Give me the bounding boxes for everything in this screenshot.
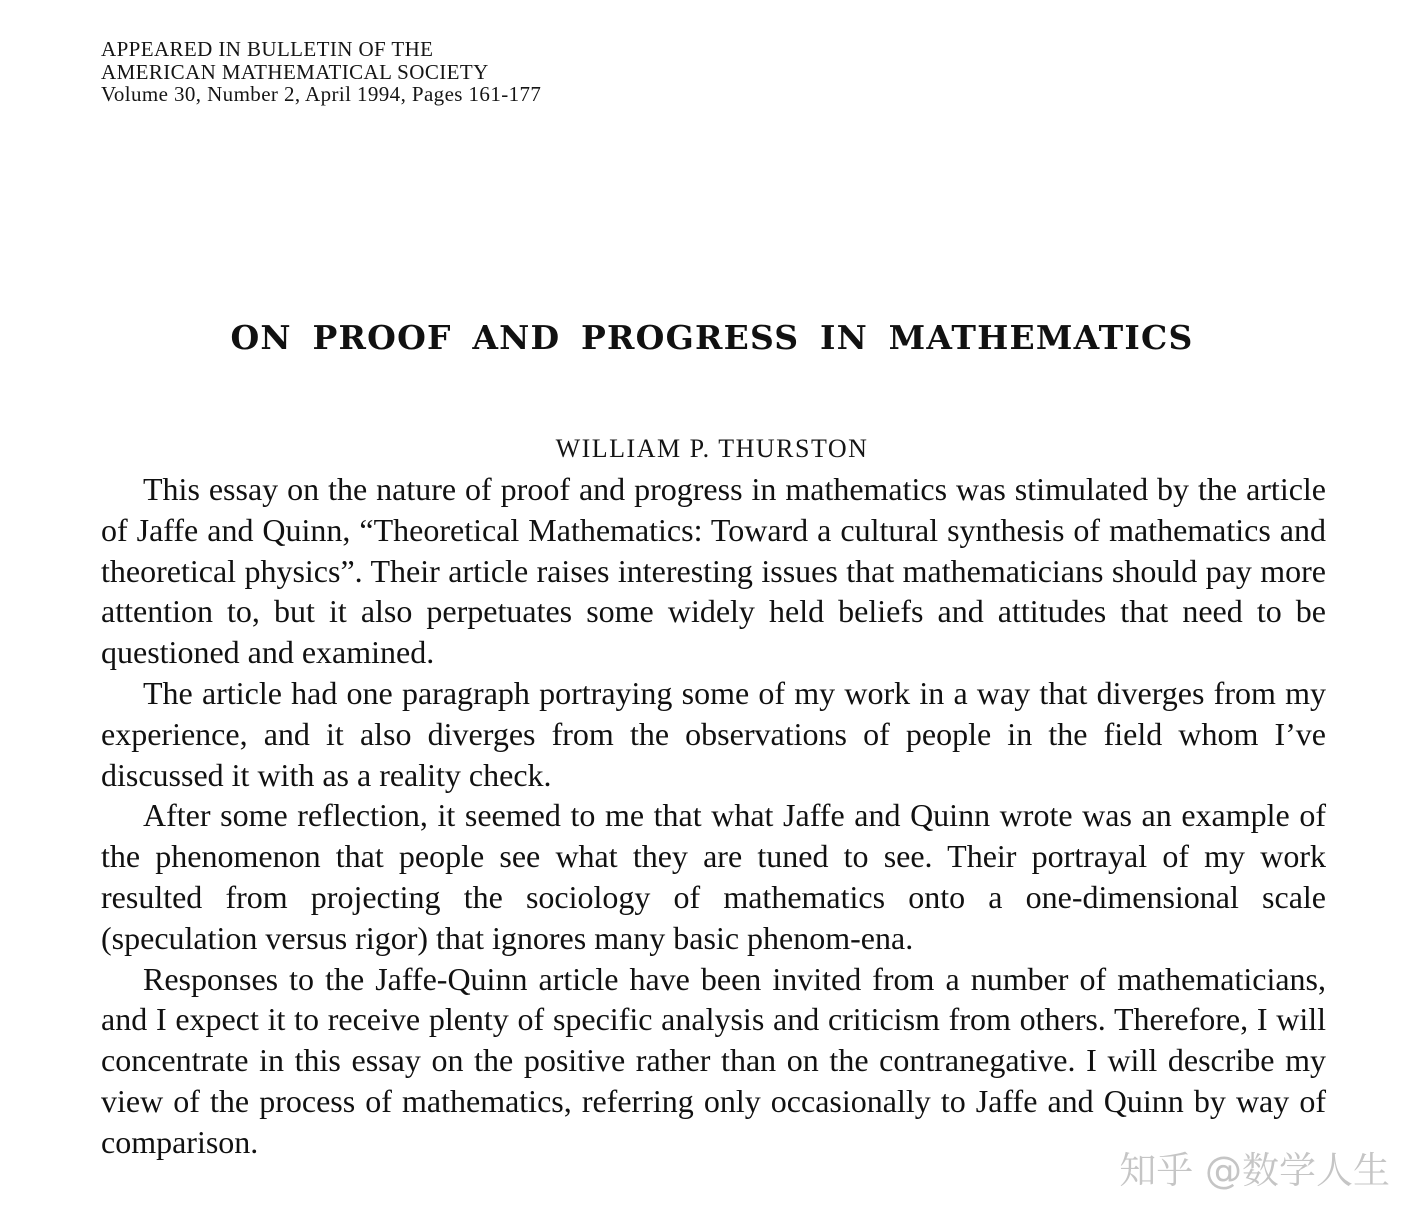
paragraph-4: Responses to the Jaffe-Quinn article have been invited from a number of mathematicians, and I expect it to receive plenty of specific analysis and criticism from others. Therefore, I will concentrate in this essay on the positive rather than on the contranegative. I will describe my view of the process of mathematics, referring only occasionally to Jaffe and Quinn by way of comparison.: [101, 960, 1326, 1160]
paragraph-2: The article had one paragraph portraying some of my work in a way that diverges from my experience, and it also diverges from the observations of people in the field whom I’ve discussed it with as a reality check.: [101, 674, 1326, 793]
header-line-society: AMERICAN MATHEMATICAL SOCIETY: [101, 59, 489, 84]
paper-title: ON PROOF AND PROGRESS IN MATHEMATICS: [230, 318, 1194, 357]
header-line-volume: Volume 30, Number 2, April 1994, Pages 161-177: [101, 82, 542, 106]
publication-header: [101, 38, 541, 106]
author-name: WILLIAM P. THURSTON: [555, 434, 869, 463]
paragraph-1: This essay on the nature of proof and progress in mathematics was stimulated by the article of Jaffe and Quinn, “Theoretical Mathematics: Toward a cultural synthesis of mathematics and theoretical physics”. Their article raises interesting issues that mathematicians should pay more attention to, but it also perpetuates some widely held beliefs and attitudes that need to be questioned and examined.: [101, 471, 1326, 671]
header-line-journal: APPEARED IN BULLETIN OF THE: [101, 37, 434, 61]
watermark-text: 知乎 @数学人生: [1119, 1149, 1390, 1192]
body-text: [101, 469, 1326, 1163]
paragraph-3: After some reflection, it seemed to me that what Jaffe and Quinn wrote was an example of the phenomenon that people see what they are tuned to see. Their portrayal of my work resulted from projecting the sociology of mathematics onto a one-dimensional scale (speculation versus rigor) that ignores many basic phenom-ena.: [101, 797, 1326, 956]
